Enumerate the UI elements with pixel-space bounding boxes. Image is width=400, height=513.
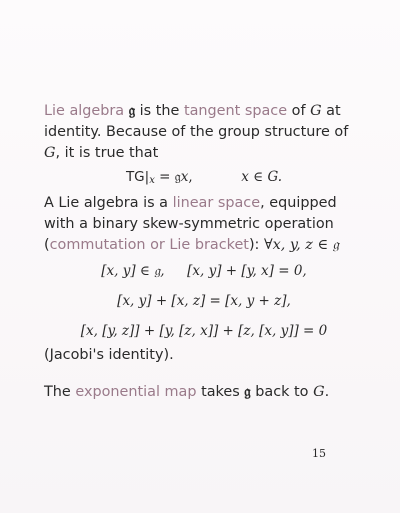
eq-linear: [x, y] + [x, z] = [x, y + z], — [117, 293, 291, 309]
term-linear-space: linear space — [172, 195, 261, 211]
page-number: 15 — [312, 447, 326, 460]
term-commutation: commutation or Lie bracket — [49, 237, 249, 253]
equation-jacobi — [44, 322, 364, 340]
text: ): — [248, 237, 264, 253]
text: , it is true that — [55, 145, 159, 161]
text: . — [324, 384, 330, 400]
frak-g: 𝔤 — [244, 383, 251, 400]
equation-linearity — [44, 292, 364, 310]
text: The — [44, 384, 76, 400]
quantifier: ∀x, y, z ∈ 𝔤 — [263, 237, 340, 253]
eq-rhs: x ∈ G. — [241, 169, 283, 185]
eq-x: x — [180, 169, 189, 185]
math-G: G — [310, 103, 322, 119]
jacobi-label — [44, 345, 364, 366]
term-lie-algebra: Lie algebra — [44, 103, 125, 119]
text: takes — [196, 384, 245, 400]
term-tangent-space: tangent space — [183, 103, 288, 119]
text: of — [287, 103, 311, 119]
eq-closure: [x, y] ∈ 𝔤, — [101, 263, 165, 279]
eq-jacobi: [x, [y, z]] + [y, [z, x]] + [z, [x, y]] = 0 — [80, 323, 328, 339]
paragraph-tangent-space — [44, 100, 364, 164]
term-exponential-map: exponential map — [75, 384, 197, 400]
eq-comma: , — [188, 169, 193, 185]
text: A Lie algebra is a — [44, 195, 173, 211]
equation-tangent — [44, 168, 364, 190]
text: back to — [250, 384, 314, 400]
text: (Jacobi's identity). — [44, 347, 174, 363]
text: at identity. Because of the group structure of — [44, 103, 349, 140]
eq-sub-x: x — [149, 175, 155, 186]
equation-bracket-closure — [44, 262, 364, 280]
text: is the — [135, 103, 184, 119]
math-G: G — [44, 145, 56, 161]
eq-eq: = 𝔤 — [154, 169, 181, 185]
frak-g: 𝔤 — [128, 102, 136, 119]
text: , equipped with a binary skew-symmetric operation ( — [44, 195, 337, 253]
eq-skew: [x, y] + [y, x] = 0, — [187, 263, 307, 279]
eq-lhs: TG| — [125, 169, 150, 185]
math-G: G — [313, 384, 325, 400]
paragraph-lie-algebra-def — [44, 193, 364, 256]
paragraph-exponential-map — [44, 381, 364, 403]
